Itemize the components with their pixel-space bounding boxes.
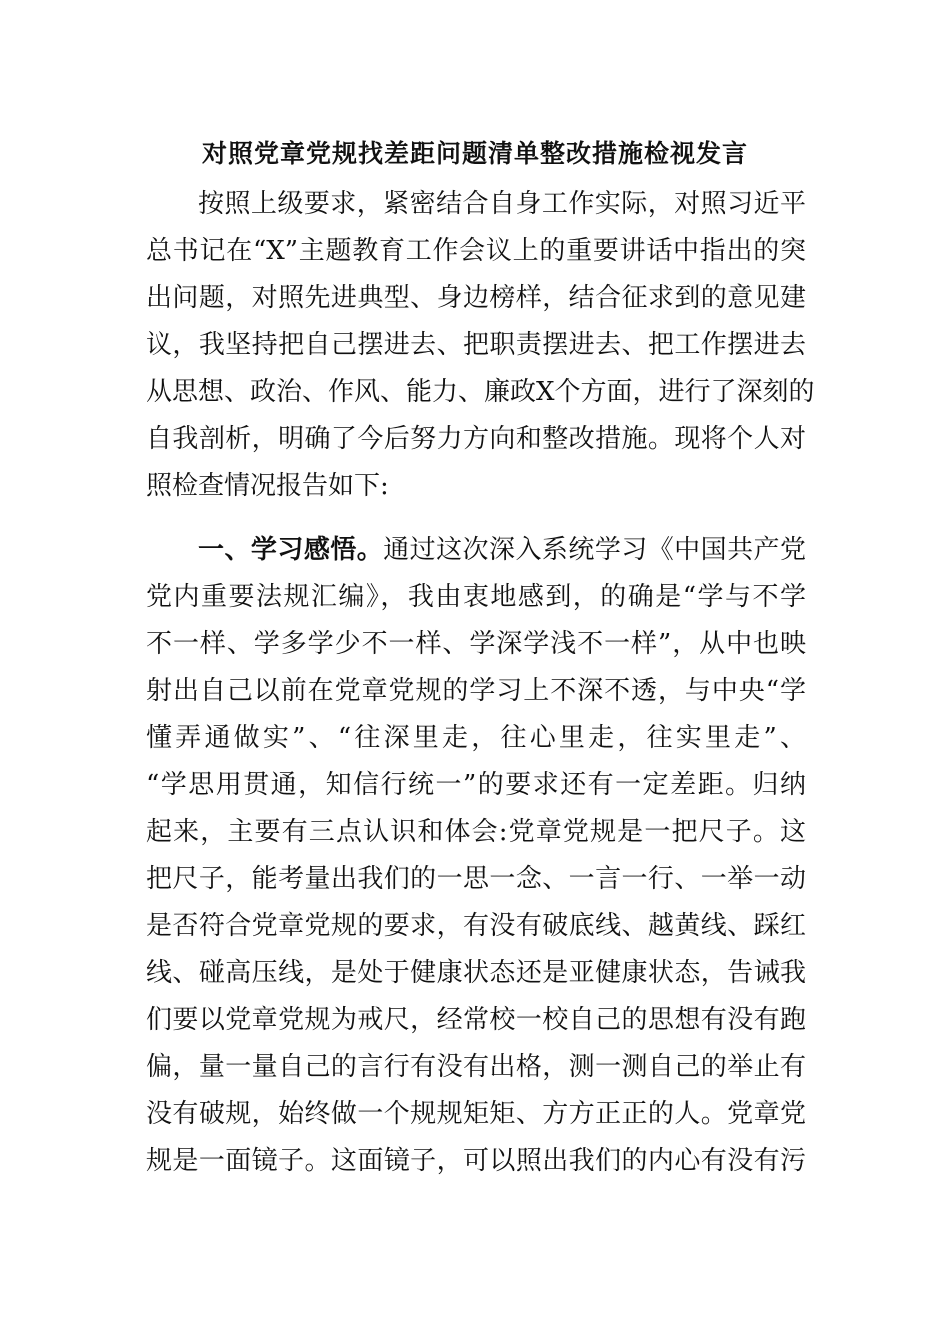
paragraph-2-line-13: 没有破规，始终做一个规规矩矩、方方正正的人。党章党 [146,1099,806,1129]
paragraph-2-line-14: 规是一面镜子。这面镜子，可以照出我们的内心有没有污 [146,1146,806,1176]
paragraph-1-line-5: 从思想、政治、作风、能力、廉政X个方面，进行了深刻的 [146,377,815,407]
paragraph-2-line-4: 射出自己以前在党章党规的学习上不深不透，与中央“学 [146,676,806,706]
paragraph-1-line-2: 总书记在“X”主题教育工作会议上的重要讲话中指出的突 [146,236,806,266]
paragraph-2-line-9: 是否符合党章党规的要求，有没有破底线、越黄线、踩红 [146,911,806,941]
paragraph-2-line-12: 偏，量一量自己的言行有没有出格，测一测自己的举止有 [146,1052,806,1082]
paragraph-1-line-3: 出问题，对照先进典型、身边榜样，结合征求到的意见建 [146,283,806,313]
paragraph-2-line-3: 不一样、学多学少不一样、学深学浅不一样”，从中也映 [146,629,806,659]
document-title: 对照党章党规找差距问题清单整改措施检视发言 [201,139,748,168]
paragraph-2-line-11: 们要以党章党规为戒尺，经常校一校自己的思想有没有跑 [146,1005,806,1035]
paragraph-1-line-6: 自我剖析，明确了今后努力方向和整改措施。现将个人对 [146,424,806,454]
paragraph-2-line-10: 线、碰高压线，是处于健康状态还是亚健康状态，告诫我 [146,958,806,988]
paragraph-2-line-1 [198,530,806,570]
paragraph-2-line-2: 党内重要法规汇编》，我由衷地感到，的确是“学与不学 [146,582,806,612]
section-heading-learning: 一、学习感悟。 [198,535,384,565]
paragraph-2-line-7: 起来，主要有三点认识和体会:党章党规是一把尺子。这 [146,817,806,847]
paragraph-1-line-7: 照检查情况报告如下: [146,471,389,501]
paragraph-2-line-6: “学思用贯通，知信行统一”的要求还有一定差距。归纳 [146,770,806,800]
paragraph-2-line-5: 懂弄通做实”、“往深里走，往心里走，往实里走”、 [146,723,806,753]
paragraph-2-line-8: 把尺子，能考量出我们的一思一念、一言一行、一举一动 [146,864,806,894]
paragraph-1-line-4: 议，我坚持把自己摆进去、把职责摆进去、把工作摆进去 [146,330,806,360]
paragraph-1-line-1: 按照上级要求，紧密结合自身工作实际，对照习近平 [198,189,806,219]
paragraph-2-line-1-text: 通过这次深入系统学习《中国共产党 [383,535,806,565]
